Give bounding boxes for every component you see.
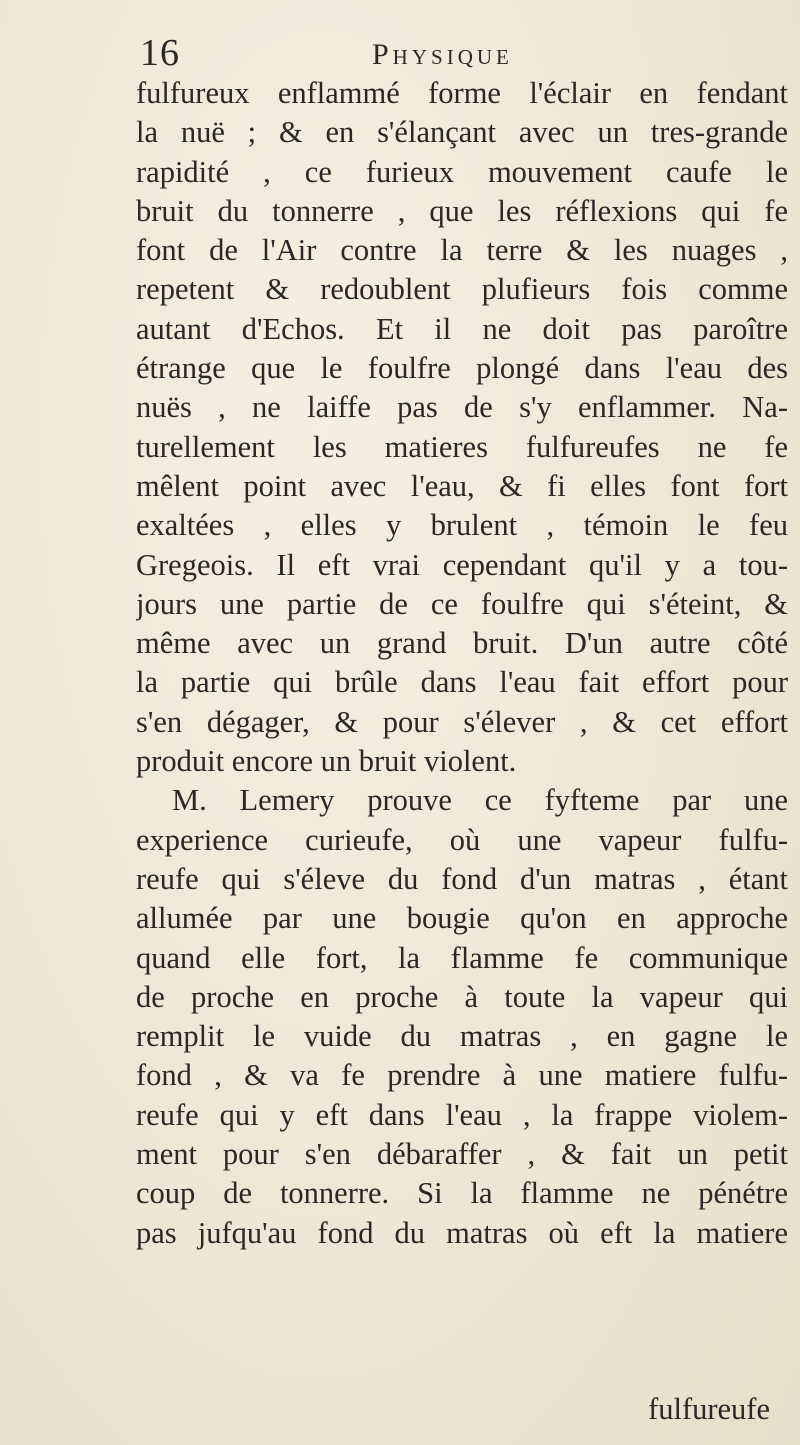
- text-line: étrange que le foulfre plongé dans l'eau des: [136, 351, 788, 386]
- running-head: [140, 28, 780, 78]
- text-line: reufe qui y eft dans l'eau , la frappe violem-: [136, 1097, 788, 1132]
- text-line: reufe qui s'éleve du fond d'un matras , étant: [136, 861, 788, 896]
- paragraph: [136, 74, 788, 781]
- text-line: Gregeois. Il eft vrai cependant qu'il y a tou-: [136, 547, 788, 582]
- text-line: coup de tonnerre. Si la flamme ne pénétre: [136, 1176, 788, 1211]
- text-line: autant d'Echos. Et il ne doit pas paroître: [136, 311, 788, 346]
- text-line: même avec un grand bruit. D'un autre côté: [136, 626, 788, 661]
- text-line: de proche en proche à toute la vapeur qui: [136, 979, 788, 1014]
- text-line: exaltées , elles y brulent , témoin le feu: [136, 508, 788, 543]
- text-line: mêlent point avec l'eau, & fi elles font fort: [136, 468, 788, 503]
- text-line: font de l'Air contre la terre & les nuages ,: [136, 233, 788, 268]
- text-line: s'en dégager, & pour s'élever , & cet effort: [136, 704, 788, 739]
- text-line: ment pour s'en débaraffer , & fait un petit: [136, 1137, 788, 1172]
- text-line: repetent & redoublent plufieurs fois comme: [136, 272, 788, 307]
- text-line: remplit le vuide du matras , en gagne le: [136, 1019, 788, 1054]
- text-line: fond , & va fe prendre à une matiere fulfu-: [136, 1058, 788, 1093]
- text-line: produit encore un bruit violent.: [136, 744, 517, 779]
- page-number: 16: [140, 32, 180, 74]
- catchword: fulfureufe: [648, 1392, 770, 1426]
- text-line: rapidité , ce furieux mouvement caufe le: [136, 154, 788, 189]
- text-line: bruit du tonnerre , que les réflexions qui fe: [136, 193, 788, 228]
- text-line: nuës , ne laiffe pas de s'y enflammer. Na-: [136, 390, 788, 425]
- running-head-title: Physique: [372, 38, 513, 71]
- text-line: experience curieufe, où une vapeur fulfu-: [136, 822, 788, 857]
- text-line: fulfureux enflammé forme l'éclair en fendant: [136, 76, 788, 110]
- text-line: M. Lemery prouve ce fyfteme par une: [172, 783, 788, 818]
- body-text: [136, 74, 788, 1253]
- text-line: quand elle fort, la flamme fe communique: [136, 940, 788, 975]
- text-line: turellement les matieres fulfureufes ne fe: [136, 429, 788, 464]
- text-line: allumée par une bougie qu'on en approche: [136, 901, 788, 936]
- paragraph: [136, 781, 788, 1253]
- text-line: pas jufqu'au fond du matras où eft la matiere: [136, 1215, 788, 1250]
- text-line: la nuë ; & en s'élançant avec un tres-grande: [136, 115, 788, 150]
- text-line: la partie qui brûle dans l'eau fait effort pour: [136, 665, 788, 700]
- text-line: jours une partie de ce foulfre qui s'éteint, &: [136, 586, 788, 621]
